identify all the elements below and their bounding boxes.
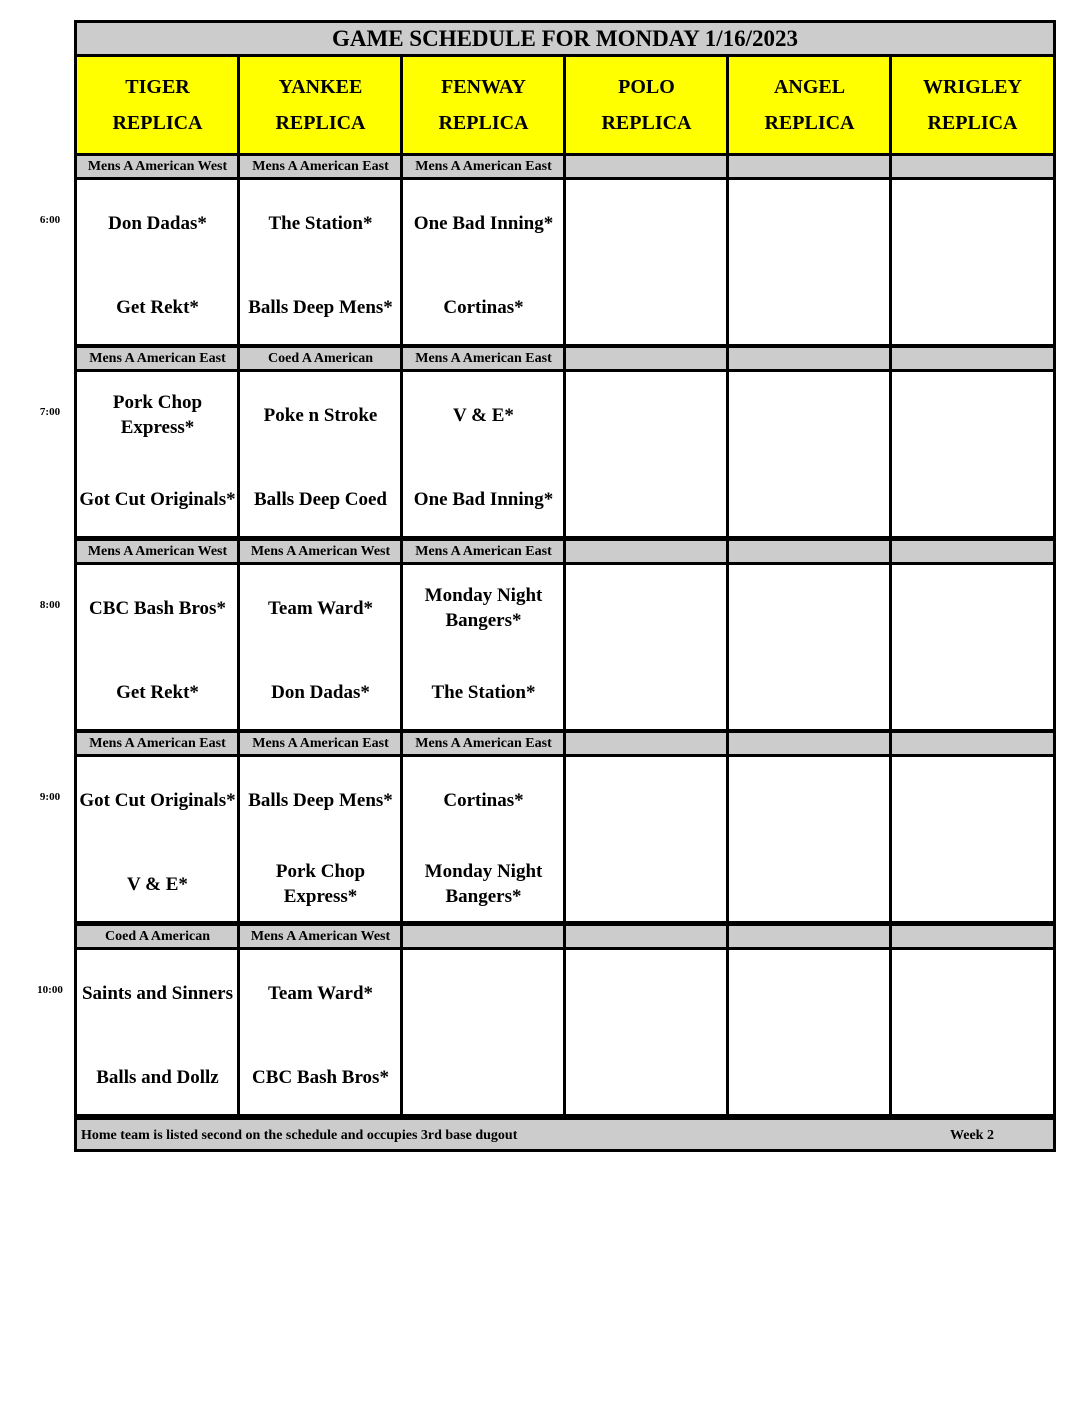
division-label [889, 923, 1056, 950]
game-cell [237, 562, 404, 732]
home-team: Get Rekt* [116, 296, 199, 318]
division-label [726, 345, 893, 372]
division-label [563, 538, 730, 565]
home-team: The Station* [431, 681, 536, 703]
time-label: 10:00 [37, 984, 63, 996]
division-label: Mens A American East [237, 153, 404, 180]
game-cell [889, 177, 1056, 347]
division-label [889, 538, 1056, 565]
home-team: One Bad Inning* [413, 488, 554, 510]
week-label: Week 2 [950, 1128, 994, 1143]
field-subtitle: REPLICA [438, 111, 529, 134]
division-label: Coed A American [74, 923, 241, 950]
game-cell [726, 177, 893, 347]
footer-note: Home team is listed second on the schedule and occupies 3rd base dugout [81, 1128, 518, 1143]
division-label: Mens A American West [74, 538, 241, 565]
game-cell [237, 947, 404, 1117]
game-cell [400, 754, 567, 924]
home-team: Balls Deep Mens* [248, 296, 393, 318]
game-cell [563, 177, 730, 347]
away-team: Monday Night Bangers* [424, 585, 543, 631]
division-label: Mens A American East [237, 730, 404, 757]
division-label [563, 153, 730, 180]
division-label: Mens A American East [400, 345, 567, 372]
division-label [726, 730, 893, 757]
home-team: Don Dadas* [271, 681, 370, 703]
division-label [889, 730, 1056, 757]
home-team: Balls and Dollz [96, 1066, 219, 1088]
division-label: Mens A American East [400, 538, 567, 565]
division-label: Mens A American East [400, 153, 567, 180]
away-team: Saints and Sinners [81, 982, 233, 1004]
game-cell [726, 369, 893, 539]
away-team: Team Ward* [267, 597, 374, 619]
game-cell [726, 562, 893, 732]
away-team: Got Cut Originals* [79, 789, 236, 811]
game-cell [563, 754, 730, 924]
division-label [563, 345, 730, 372]
division-label: Mens A American West [237, 923, 404, 950]
game-cell [889, 754, 1056, 924]
home-team: Get Rekt* [116, 681, 199, 703]
game-cell [400, 177, 567, 347]
game-cell [726, 754, 893, 924]
home-team: Pork Chop Express* [275, 861, 366, 907]
division-label: Mens A American West [74, 153, 241, 180]
field-header-fenway [400, 54, 567, 156]
game-cell [563, 369, 730, 539]
game-cell [74, 754, 241, 924]
game-cell [400, 369, 567, 539]
field-subtitle: REPLICA [601, 111, 692, 134]
game-cell [563, 562, 730, 732]
away-team: Don Dadas* [108, 212, 207, 234]
away-team: Cortinas* [443, 789, 524, 811]
division-label [726, 538, 893, 565]
field-subtitle: REPLICA [764, 111, 855, 134]
home-team: Cortinas* [443, 296, 524, 318]
away-team: Poke n Stroke [263, 404, 378, 426]
field-name: TIGER [125, 75, 190, 98]
game-cell [400, 562, 567, 732]
home-team: Monday Night Bangers* [424, 861, 543, 907]
game-cell [74, 369, 241, 539]
field-header-tiger [74, 54, 241, 156]
field-name: POLO [618, 75, 675, 98]
field-name: YANKEE [278, 75, 363, 98]
field-subtitle: REPLICA [275, 111, 366, 134]
game-cell [889, 562, 1056, 732]
time-label: 8:00 [39, 599, 61, 611]
field-name: ANGEL [773, 75, 846, 98]
field-name: FENWAY [441, 75, 526, 98]
game-cell [889, 369, 1056, 539]
division-label [726, 153, 893, 180]
field-header-polo [563, 54, 730, 156]
away-team: Balls Deep Mens* [248, 789, 393, 811]
division-label [889, 153, 1056, 180]
division-label [889, 345, 1056, 372]
home-team: CBC Bash Bros* [252, 1066, 389, 1088]
game-cell [74, 562, 241, 732]
time-label: 9:00 [39, 791, 61, 803]
division-label [563, 730, 730, 757]
time-label: 6:00 [39, 214, 61, 226]
away-team: The Station* [268, 212, 373, 234]
away-team: Team Ward* [267, 982, 374, 1004]
home-team: Got Cut Originals* [79, 488, 236, 510]
field-header-wrigley [889, 54, 1056, 156]
game-cell [74, 177, 241, 347]
time-label: 7:00 [39, 406, 61, 418]
game-cell [889, 947, 1056, 1117]
division-label [563, 923, 730, 950]
footer-bar [74, 1117, 1056, 1152]
away-team: Pork Chop Express* [112, 392, 203, 438]
game-cell [563, 947, 730, 1117]
field-name: WRIGLEY [923, 75, 1022, 98]
game-cell [237, 754, 404, 924]
home-team: Balls Deep Coed [254, 488, 387, 510]
game-cell [400, 947, 567, 1117]
division-label [726, 923, 893, 950]
field-header-yankee [237, 54, 404, 156]
division-label: Mens A American West [237, 538, 404, 565]
field-header-angel [726, 54, 893, 156]
division-label: Mens A American East [74, 345, 241, 372]
game-cell [74, 947, 241, 1117]
field-subtitle: REPLICA [927, 111, 1018, 134]
home-team: V & E* [127, 873, 188, 895]
division-label [400, 923, 567, 950]
game-cell [726, 947, 893, 1117]
away-team: V & E* [453, 404, 514, 426]
away-team: CBC Bash Bros* [89, 597, 226, 619]
page-title: GAME SCHEDULE FOR MONDAY 1/16/2023 [74, 20, 1056, 57]
division-label: Mens A American East [400, 730, 567, 757]
division-label: Coed A American [237, 345, 404, 372]
division-label: Mens A American East [74, 730, 241, 757]
game-cell [237, 177, 404, 347]
field-subtitle: REPLICA [112, 111, 203, 134]
game-cell [237, 369, 404, 539]
away-team: One Bad Inning* [413, 212, 554, 234]
